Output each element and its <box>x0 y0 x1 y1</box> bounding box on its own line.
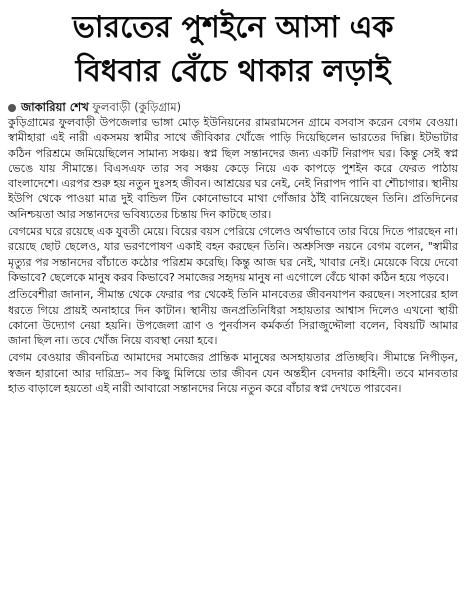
article-paragraph-1: কুড়িগ্রামের ফুলবাড়ী উপজেলার ভাঙ্গা মোড় ইউনিয়নের রামরামসেন গ্রামে বসবাস করেন বেগম বেওয়া। স্বামীহারা এই নারী একসময় স্বামীর সাথে জীবিকার খোঁজে পাড়ি দিয়েছিলেন ভারতের দিল্লি। ইটভাটার কঠিন পরিশ্রমে জমিয়েছিলেন সামান্য সঞ্চয়। স্বপ্ন ছিল সন্তানদের জন্য একটি নিরাপদ ঘর। কিন্তু সেই স্বপ্ন ভেঙে যায় সীমান্তে। বিএসএফ তার সব সঞ্চয় কেড়ে নিয়ে এক কাপড়ে পুশইন করে ফেরত পাঠায় বাংলাদেশে। এরপর শুরু হয় নতুন দুঃসহ জীবন। আশ্রয়ের ঘর নেই, নেই নিরাপদ পানি বা শৌচাগার। স্থানীয় ইউপি থেকে পাওয়া মাত্র দুই বান্ডিল টিন কোনোভাবে মাথা গোঁজার ঠাঁই বানিয়েছেন তিনি। প্রতিদিনের অনিশ্চয়তা আর সন্তানদের ভবিষ্যতের চিন্তায় দিন কাটছে তার। <box>8 116 458 221</box>
bullet-dot-icon <box>8 104 16 112</box>
byline <box>8 100 458 115</box>
article-paragraph-4: বেগম বেওয়ার জীবনচিত্র আমাদের সমাজের প্রান্তিক মানুষের অসহায়তার প্রতিচ্ছবি। সীমান্তে নিপীড়ন, স্বজন হারানো আর দারিদ্র্য– সব কিছু মিলিয়ে তার জীবন যেন অন্তহীন বেদনার কাহিনী। তবে মানবতার হাত বাড়ালে হয়তো এই নারী আবারো সন্তানদের নিয়ে নতুন করে বাঁচার স্বপ্ন দেখতে পারবেন। <box>8 351 458 396</box>
byline-location: ফুলবাড়ী (কুড়িগ্রাম) <box>92 100 182 114</box>
byline-author: জাকারিয়া শেখ <box>21 100 89 114</box>
article-body <box>8 115 458 396</box>
article-paragraph-2: বেগমের ঘরে রয়েছে এক যুবতী মেয়ে। বিয়ের বয়স পেরিয়ে গেলেও অর্থাভাবে তার বিয়ে দিতে পারছেন না। রয়েছে ছোট ছেলেও, যার ভরণপোষণ একাই বহন করছেন তিনি। অশ্রুসিক্ত নয়নে বেগম বলেন, "স্বামীর মৃত্যুর পর সন্তানদের বাঁচাতে কঠোর পরিশ্রম করেছি। কিন্তু আজ ঘর নেই, খাবার নেই। মেয়েকে বিয়ে দেবো কিভাবে? ছেলেকে মানুষ করব কিভাবে? সমাজের সহৃদয় মানুষ না এগোলে বেঁচে থাকা কঠিন হয়ে পড়বে। <box>8 225 458 284</box>
article-paragraph-3: প্রতিবেশীরা জানান, সীমান্ত থেকে ফেরার পর থেকেই তিনি মানবেতর জীবনযাপন করছেন। সংসারের হাল ধরতে গিয়ে প্রায়ই অনাহারে দিন কাটান। স্থানীয় জনপ্রতিনিধিরা সহায়তার আশ্বাস দিলেও এখনো স্থায়ী কোনো উদ্যোগ নেয়া হয়নি। উপজেলা ত্রাণ ও পুনর্বাসন কর্মকর্তা সিরাজুদ্দৌলা বলেন, বিষয়টি আমার জানা ছিল না। তবে খোঁজ নিয়ে ব্যবস্থা নেয়া হবে। <box>8 288 458 348</box>
headline-line-2: বিধবার বেঁচে থাকার লড়াই <box>75 54 391 89</box>
headline-line-1: ভারতের পুশইনে আসা এক <box>72 10 394 45</box>
headline <box>8 6 458 94</box>
